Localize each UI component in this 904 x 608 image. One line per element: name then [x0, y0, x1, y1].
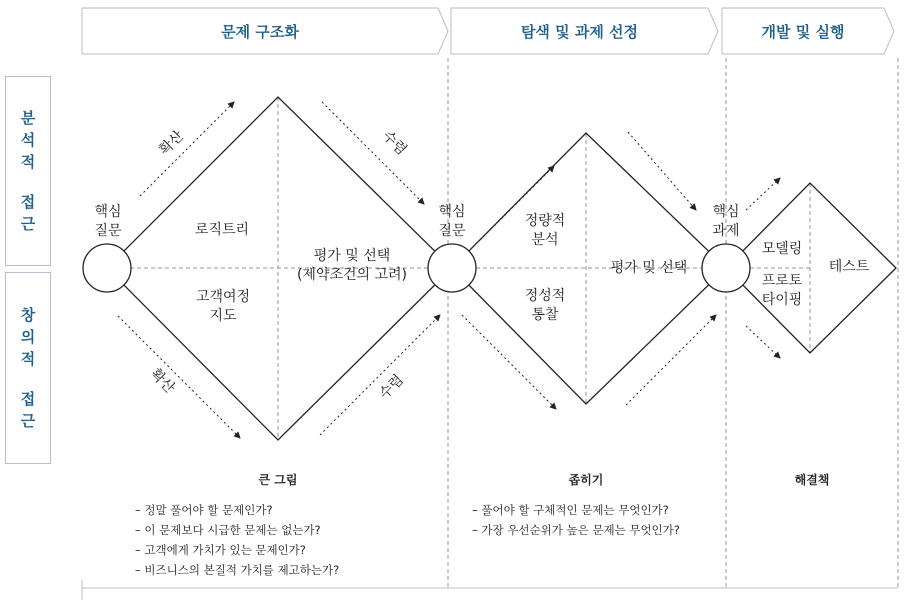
side-char: 접: [20, 390, 36, 408]
side-char: 근: [20, 215, 36, 233]
converge-label-bottom: 수렴: [376, 371, 407, 403]
phase-label-exploration: 탐색 및 과제 선정: [520, 23, 639, 41]
phase-label-development: 개발 및 실행: [761, 23, 845, 41]
side-char: 의: [20, 328, 36, 346]
output-solution: 해결책: [794, 473, 830, 487]
customer-journey-label: 고객여정 지도: [195, 289, 251, 324]
core-question-label-1: 핵심 질문: [94, 204, 122, 239]
question-item: – 이 문제보다 시급한 문제는 없는가?: [135, 523, 321, 537]
arrow-d2-bottom-out: [462, 315, 556, 409]
quantitative-analysis-label: 정량적 분석: [524, 213, 566, 248]
side-box-analytic: [5, 76, 51, 266]
side-char: 접: [20, 193, 36, 211]
core-node-2: [428, 244, 476, 292]
converge-label-top: 수렴: [379, 127, 410, 159]
question-item: – 정말 풀어야 할 문제인가?: [135, 503, 273, 517]
output-big-picture: 큰 그림: [258, 473, 298, 487]
prototyping-label: 프로토 타이핑: [761, 273, 803, 308]
diverge-label-bottom: 확산: [147, 365, 178, 397]
modeling-label: 모델링: [761, 241, 803, 257]
evaluate-select-label-1: 평가 및 선택 (제약조건의 고려): [296, 248, 408, 283]
big-picture-questions: [135, 500, 339, 580]
qualitative-insight-label: 정성적 통찰: [524, 288, 566, 323]
output-narrowing: 좁히기: [568, 473, 604, 487]
arrow-diverge-bottom: [118, 316, 240, 438]
core-node-1: [83, 244, 131, 292]
arrow-d2-bottom-in: [626, 315, 716, 405]
logic-tree-label: 로직트리: [194, 222, 250, 238]
arrow-d2-top-out: [628, 132, 696, 210]
question-item: – 풀어야 할 구체적인 문제는 무엇인가?: [472, 503, 669, 517]
narrowing-questions: [472, 500, 680, 540]
side-char: 근: [20, 412, 36, 430]
question-item: – 가장 우선순위가 높은 문제는 무엇인가?: [472, 523, 680, 537]
core-question-label-2: 핵심 질문: [438, 204, 466, 239]
evaluate-select-label-2: 평가 및 선택: [610, 260, 688, 276]
side-char: 석: [20, 131, 36, 149]
question-item: – 비즈니스의 본질적 가치를 제고하는가?: [135, 563, 340, 577]
arrow-converge-bottom: [320, 315, 440, 435]
side-box-creative: [5, 272, 51, 464]
side-char: 적: [20, 153, 36, 171]
core-task-label: 핵심 과제: [712, 204, 740, 239]
diverge-label-top: 확산: [156, 127, 187, 159]
question-item: – 고객에게 가치가 있는 문제인가?: [135, 543, 306, 557]
arrow-d3-bottom: [746, 326, 780, 358]
side-char: 적: [20, 350, 36, 368]
test-label: 테스트: [828, 259, 870, 275]
side-char: 분: [20, 109, 36, 127]
side-char: 창: [20, 306, 36, 324]
core-node-3: [702, 244, 750, 292]
phase-label-structuring: 문제 구조화: [221, 23, 299, 41]
